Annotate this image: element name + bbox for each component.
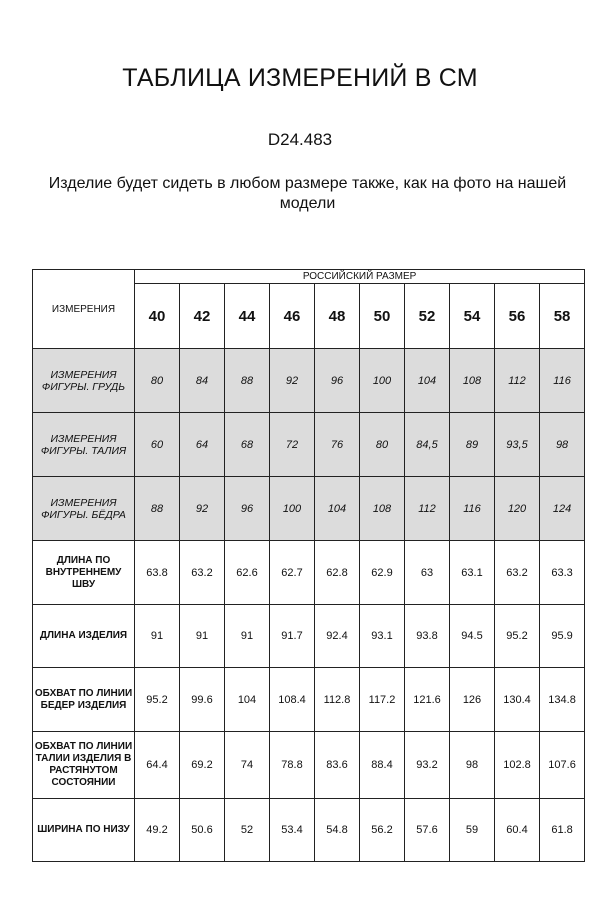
size-header: 58 xyxy=(540,284,585,349)
row-label: ДЛИНА ИЗДЕЛИЯ xyxy=(33,605,135,668)
table-cell: 93.2 xyxy=(405,732,450,799)
table-cell: 96 xyxy=(225,477,270,541)
table-row xyxy=(33,349,585,413)
table-cell: 72 xyxy=(270,413,315,477)
table-cell: 116 xyxy=(450,477,495,541)
table-cell: 95.2 xyxy=(135,668,180,732)
table-row xyxy=(33,605,585,668)
table-cell: 61.8 xyxy=(540,799,585,862)
table-cell: 91 xyxy=(225,605,270,668)
table-cell: 104 xyxy=(405,349,450,413)
table-cell: 120 xyxy=(495,477,540,541)
size-header: 48 xyxy=(315,284,360,349)
table-cell: 95.2 xyxy=(495,605,540,668)
table-cell: 68 xyxy=(225,413,270,477)
table-cell: 63.1 xyxy=(450,541,495,605)
table-cell: 63.2 xyxy=(180,541,225,605)
table-cell: 74 xyxy=(225,732,270,799)
table-cell: 108 xyxy=(360,477,405,541)
table-cell: 107.6 xyxy=(540,732,585,799)
table-cell: 62.8 xyxy=(315,541,360,605)
table-cell: 112 xyxy=(405,477,450,541)
table-cell: 99.6 xyxy=(180,668,225,732)
table-cell: 89 xyxy=(450,413,495,477)
table-cell: 69.2 xyxy=(180,732,225,799)
size-header: 44 xyxy=(225,284,270,349)
table-cell: 52 xyxy=(225,799,270,862)
table-cell: 56.2 xyxy=(360,799,405,862)
table-cell: 100 xyxy=(360,349,405,413)
table-cell: 104 xyxy=(225,668,270,732)
row-label: ИЗМЕРЕНИЯ ФИГУРЫ. БЁДРА xyxy=(33,477,135,541)
size-header: 42 xyxy=(180,284,225,349)
table-cell: 63.8 xyxy=(135,541,180,605)
table-cell: 98 xyxy=(450,732,495,799)
product-code: D24.483 xyxy=(267,130,333,149)
table-cell: 96 xyxy=(315,349,360,413)
table-cell: 91.7 xyxy=(270,605,315,668)
table-cell: 50.6 xyxy=(180,799,225,862)
size-header: 50 xyxy=(360,284,405,349)
row-label: ОБХВАТ ПО ЛИНИИ БЕДЕР ИЗДЕЛИЯ xyxy=(33,668,135,732)
size-header: 52 xyxy=(405,284,450,349)
size-group-header: РОССИЙСКИЙ РАЗМЕР xyxy=(135,270,585,284)
table-cell: 92.4 xyxy=(315,605,360,668)
table-cell: 78.8 xyxy=(270,732,315,799)
table-cell: 63.2 xyxy=(495,541,540,605)
table-cell: 100 xyxy=(270,477,315,541)
table-cell: 62.9 xyxy=(360,541,405,605)
table-cell: 108.4 xyxy=(270,668,315,732)
table-cell: 116 xyxy=(540,349,585,413)
table-row xyxy=(33,541,585,605)
table-cell: 134.8 xyxy=(540,668,585,732)
table-cell: 121.6 xyxy=(405,668,450,732)
size-header: 56 xyxy=(495,284,540,349)
table-cell: 108 xyxy=(450,349,495,413)
table-cell: 91 xyxy=(135,605,180,668)
table-cell: 92 xyxy=(180,477,225,541)
size-header: 40 xyxy=(135,284,180,349)
table-cell: 91 xyxy=(180,605,225,668)
table-cell: 92 xyxy=(270,349,315,413)
measure-header: ИЗМЕРЕНИЯ xyxy=(33,270,135,349)
table-cell: 88.4 xyxy=(360,732,405,799)
table-cell: 124 xyxy=(540,477,585,541)
table-cell: 93.8 xyxy=(405,605,450,668)
table-row xyxy=(33,799,585,862)
size-table xyxy=(32,269,585,862)
table-cell: 63 xyxy=(405,541,450,605)
table-cell: 76 xyxy=(315,413,360,477)
table-cell: 88 xyxy=(225,349,270,413)
table-cell: 59 xyxy=(450,799,495,862)
table-cell: 94.5 xyxy=(450,605,495,668)
table-cell: 88 xyxy=(135,477,180,541)
table-cell: 64.4 xyxy=(135,732,180,799)
table-cell: 60 xyxy=(135,413,180,477)
row-label: ОБХВАТ ПО ЛИНИИ ТАЛИИ ИЗДЕЛИЯ В РАСТЯНУТОМ СОСТОЯНИИ xyxy=(33,732,135,799)
page-title: ТАБЛИЦА ИЗМЕРЕНИЙ В СМ xyxy=(122,64,478,92)
fit-note: Изделие будет сидеть в любом размере также, как на фото на нашей модели xyxy=(48,175,567,212)
size-header: 54 xyxy=(450,284,495,349)
table-cell: 54.8 xyxy=(315,799,360,862)
row-label: ИЗМЕРЕНИЯ ФИГУРЫ. ГРУДЬ xyxy=(33,349,135,413)
row-label: ИЗМЕРЕНИЯ ФИГУРЫ. ТАЛИЯ xyxy=(33,413,135,477)
table-cell: 130.4 xyxy=(495,668,540,732)
table-cell: 93,5 xyxy=(495,413,540,477)
table-cell: 98 xyxy=(540,413,585,477)
table-cell: 57.6 xyxy=(405,799,450,862)
table-row xyxy=(33,732,585,799)
table-row xyxy=(33,413,585,477)
table-cell: 83.6 xyxy=(315,732,360,799)
table-cell: 84,5 xyxy=(405,413,450,477)
table-cell: 84 xyxy=(180,349,225,413)
table-cell: 62.7 xyxy=(270,541,315,605)
table-cell: 112.8 xyxy=(315,668,360,732)
table-cell: 49.2 xyxy=(135,799,180,862)
table-cell: 60.4 xyxy=(495,799,540,862)
table-cell: 62.6 xyxy=(225,541,270,605)
table-cell: 63.3 xyxy=(540,541,585,605)
row-label: ДЛИНА ПО ВНУТРЕННЕМУ ШВУ xyxy=(33,541,135,605)
table-cell: 80 xyxy=(135,349,180,413)
table-cell: 104 xyxy=(315,477,360,541)
table-cell: 117.2 xyxy=(360,668,405,732)
table-cell: 64 xyxy=(180,413,225,477)
table-row xyxy=(33,477,585,541)
size-header: 46 xyxy=(270,284,315,349)
table-cell: 95.9 xyxy=(540,605,585,668)
table-row xyxy=(33,668,585,732)
table-cell: 112 xyxy=(495,349,540,413)
table-cell: 53.4 xyxy=(270,799,315,862)
table-cell: 80 xyxy=(360,413,405,477)
table-cell: 126 xyxy=(450,668,495,732)
row-label: ШИРИНА ПО НИЗУ xyxy=(33,799,135,862)
table-cell: 93.1 xyxy=(360,605,405,668)
table-cell: 102.8 xyxy=(495,732,540,799)
